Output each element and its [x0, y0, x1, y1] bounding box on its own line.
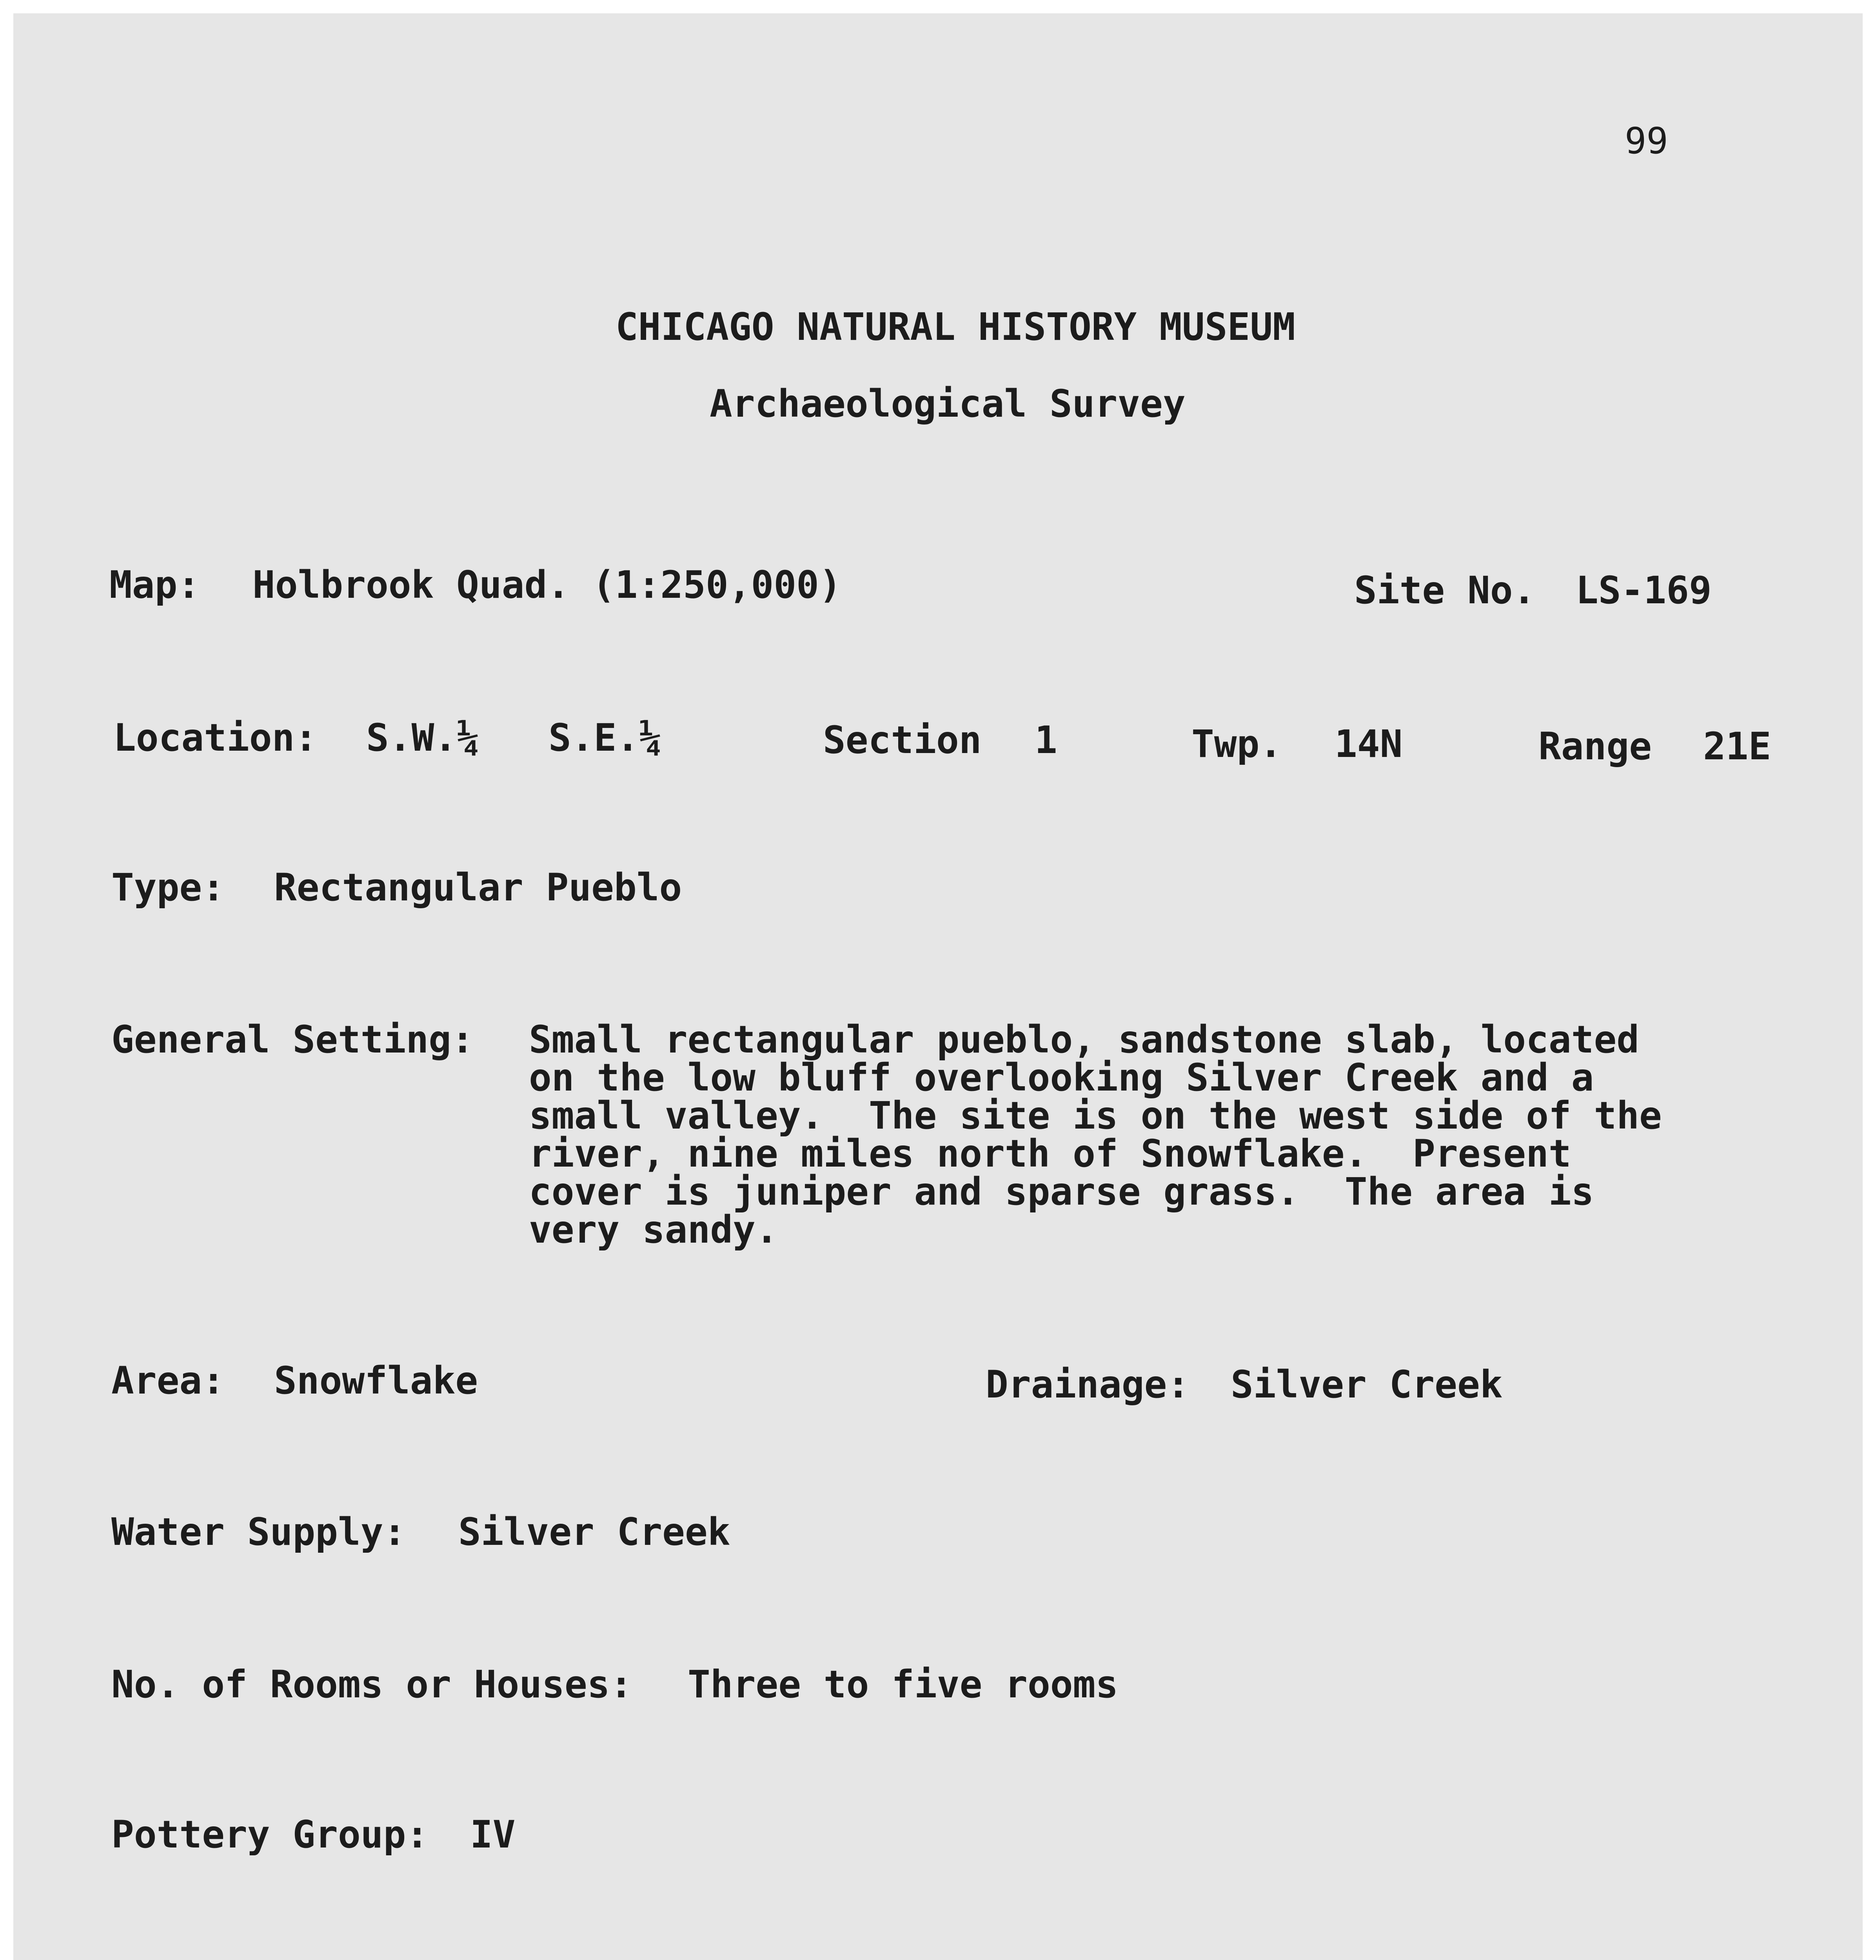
site-no-value: LS-169	[1576, 568, 1712, 612]
general-setting-text: Small rectangular pueblo, sandstone slab, located on the low bluff overlooking Silver Creek and a small valley. The site is on the west side of the river, nine miles north of Snowflake. Present cover is juniper and sparse grass. The area is very sandy.	[529, 1018, 1662, 1252]
water-supply-label: Water Supply:	[111, 1510, 406, 1554]
area-value: Snowflake	[274, 1359, 478, 1403]
water-supply-value: Silver Creek	[458, 1510, 730, 1554]
township-label: Twp.	[1191, 722, 1282, 766]
drainage-label: Drainage:	[986, 1363, 1190, 1406]
range-value: 21E	[1703, 724, 1771, 768]
page-number: 99	[1625, 120, 1668, 162]
pottery-group-label: Pottery Group:	[111, 1813, 429, 1857]
location-southeast-quarter: S.E.¼	[548, 716, 662, 760]
map-label: Map:	[109, 563, 200, 607]
range-label: Range	[1538, 724, 1652, 768]
site-no-label: Site No.	[1354, 568, 1536, 612]
drainage-value: Silver Creek	[1231, 1363, 1503, 1406]
pottery-group-value: IV	[470, 1813, 516, 1857]
section-label: Section	[823, 718, 982, 762]
area-label: Area:	[111, 1359, 225, 1403]
map-value: Holbrook Quad. (1:250,000)	[252, 563, 842, 607]
institution-heading: CHICAGO NATURAL HISTORY MUSEUM	[616, 305, 1295, 349]
rooms-label: No. of Rooms or Houses:	[111, 1662, 633, 1706]
type-label: Type:	[111, 866, 225, 909]
section-value: 1	[1035, 718, 1057, 762]
survey-heading: Archaeological Survey	[710, 382, 1186, 426]
location-southwest-quarter: S.W.¼	[366, 716, 479, 760]
location-label: Location:	[113, 716, 318, 760]
township-value: 14N	[1335, 722, 1403, 766]
type-value: Rectangular Pueblo	[274, 866, 682, 909]
general-setting-label: General Setting:	[111, 1018, 474, 1062]
rooms-value: Three to five rooms	[688, 1662, 1119, 1706]
survey-form-page	[13, 13, 1863, 1960]
